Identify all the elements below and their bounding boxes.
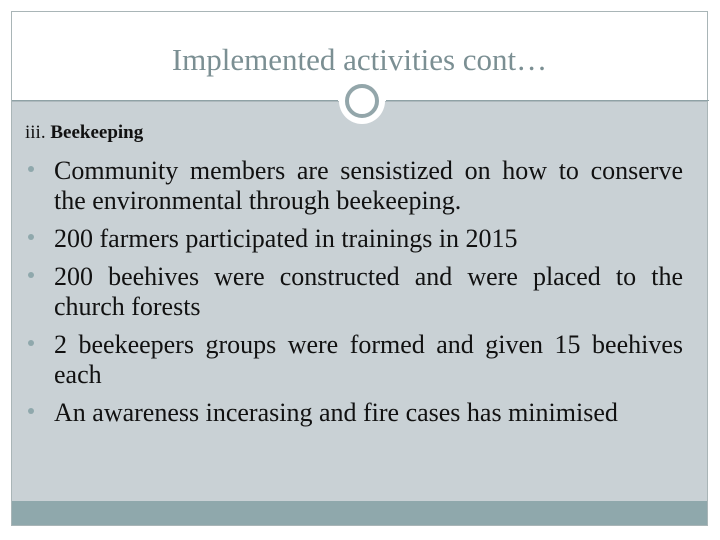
bullet-dot-icon [28,166,34,172]
title-divider-right [386,100,709,101]
bullet-text: An awareness incerasing and fire cases has minimised [54,398,618,427]
bullet-item [28,330,683,390]
bullet-text: 2 beekeepers groups were formed and given 15 beehives each [54,330,683,389]
subheading-text: Beekeeping [50,122,144,143]
bullet-dot-icon [28,272,34,278]
section-subheading [25,122,143,144]
bullet-dot-icon [28,408,34,414]
bullet-text: Community members are sensistized on how to conserve the environmental through beekeeping. [54,156,683,215]
ring-ornament [339,78,385,124]
bullet-item [28,262,683,322]
slide-title: Implemented activities cont… [171,42,548,77]
bullet-item [28,224,683,254]
bullet-list [28,156,683,436]
subheading-number: iii. [25,122,46,143]
bullet-item [28,398,683,428]
bullet-dot-icon [28,234,34,240]
bullet-text: 200 farmers participated in trainings in 2015 [54,224,518,253]
bullet-dot-icon [28,340,34,346]
footer-bar [12,501,707,525]
title-divider-left [12,100,338,101]
bullet-text: 200 beehives were constructed and were placed to the church forests [54,262,683,321]
bullet-item [28,156,683,216]
ring-ornament-icon [345,84,379,118]
